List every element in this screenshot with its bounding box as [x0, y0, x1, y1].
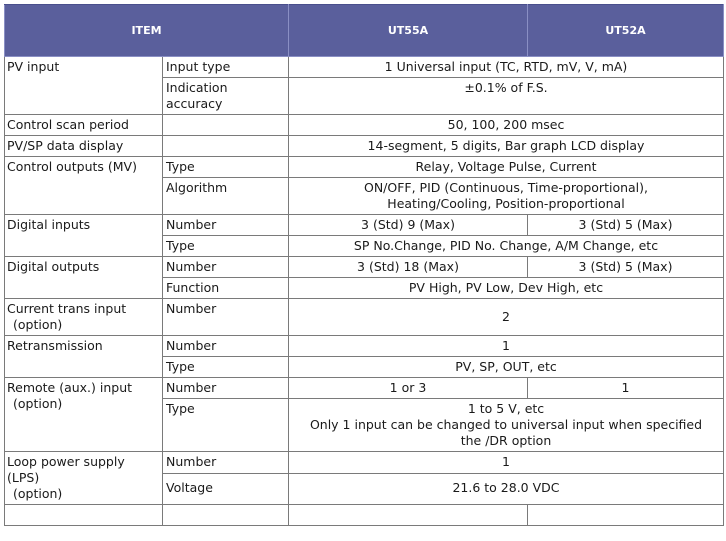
- remote-input-type-line3: the /DR option: [460, 433, 552, 448]
- control-scan-sub: [163, 115, 289, 136]
- current-trans-number-value: 2: [289, 299, 724, 336]
- remote-input-label-line1: Remote (aux.) input: [7, 380, 133, 395]
- indication-label-line1: Indication: [166, 80, 228, 95]
- control-outputs-type-label: Type: [163, 157, 289, 178]
- loop-power-number-value: 1: [289, 452, 724, 474]
- remote-input-label-line2: (option): [13, 396, 63, 411]
- loop-power-voltage-label: Voltage: [163, 474, 289, 505]
- next-row-ut52a: [528, 505, 724, 526]
- remote-input-type-line1: 1 to 5 V, etc: [467, 401, 545, 416]
- retransmission-type-label: Type: [163, 357, 289, 378]
- algorithm-value-line1: ON/OFF, PID (Continuous, Time-proportional),: [363, 180, 648, 195]
- indication-accuracy-label: [163, 78, 289, 115]
- retransmission-number-value: 1: [289, 336, 724, 357]
- digital-inputs-type-value: SP No.Change, PID No. Change, A/M Change, etc: [289, 236, 724, 257]
- indication-label-line2: accuracy: [166, 96, 223, 111]
- control-outputs-label: Control outputs (MV): [5, 157, 163, 215]
- retransmission-number-label: Number: [163, 336, 289, 357]
- control-scan-label: Control scan period: [5, 115, 163, 136]
- retransmission-type-value: PV, SP, OUT, etc: [289, 357, 724, 378]
- table-row: [5, 215, 724, 236]
- current-trans-label-line1: Current trans input: [7, 301, 127, 316]
- remote-input-type-value: [289, 399, 724, 452]
- control-scan-value: 50, 100, 200 msec: [289, 115, 724, 136]
- algorithm-label: Algorithm: [163, 178, 289, 215]
- digital-outputs-function-value: PV High, PV Low, Dev High, etc: [289, 278, 724, 299]
- table-row: [5, 505, 724, 526]
- pv-input-label: PV input: [5, 57, 163, 115]
- next-row-sub: [163, 505, 289, 526]
- digital-inputs-number-ut55a: 3 (Std) 9 (Max): [289, 215, 528, 236]
- header-ut52a: UT52A: [528, 5, 724, 57]
- digital-outputs-number-ut52a: 3 (Std) 5 (Max): [528, 257, 724, 278]
- loop-power-number-label: Number: [163, 452, 289, 474]
- next-row-ut55a: [289, 505, 528, 526]
- digital-inputs-number-ut52a: 3 (Std) 5 (Max): [528, 215, 724, 236]
- loop-power-voltage-value: 21.6 to 28.0 VDC: [289, 474, 724, 505]
- input-type-value: 1 Universal input (TC, RTD, mV, V, mA): [289, 57, 724, 78]
- loop-power-label-line1: Loop power supply: [7, 454, 125, 469]
- header-ut55a: UT55A: [289, 5, 528, 57]
- spec-table: [4, 4, 724, 526]
- current-trans-label: [5, 299, 163, 336]
- loop-power-label-line2: (LPS): [7, 470, 40, 485]
- table-row: [5, 378, 724, 399]
- table-row: [5, 452, 724, 474]
- loop-power-label: [5, 452, 163, 505]
- digital-outputs-number-ut55a: 3 (Std) 18 (Max): [289, 257, 528, 278]
- current-trans-number-label: Number: [163, 299, 289, 336]
- remote-input-type-label: Type: [163, 399, 289, 452]
- algorithm-value: [289, 178, 724, 215]
- pvsp-display-sub: [163, 136, 289, 157]
- header-item: ITEM: [5, 5, 289, 57]
- indication-accuracy-value: ±0.1% of F.S.: [289, 78, 724, 115]
- algorithm-value-line2: Heating/Cooling, Position-proportional: [387, 196, 625, 211]
- spec-table-wrapper: [4, 4, 723, 526]
- digital-inputs-type-label: Type: [163, 236, 289, 257]
- table-row: [5, 115, 724, 136]
- remote-input-label: [5, 378, 163, 452]
- loop-power-label-line3: (option): [13, 486, 63, 501]
- pvsp-display-value: 14-segment, 5 digits, Bar graph LCD display: [289, 136, 724, 157]
- table-row: [5, 136, 724, 157]
- digital-outputs-function-label: Function: [163, 278, 289, 299]
- table-row: [5, 157, 724, 178]
- pvsp-display-label: PV/SP data display: [5, 136, 163, 157]
- remote-input-type-line2: Only 1 input can be changed to universal input when specified: [309, 417, 703, 432]
- next-row-label: [5, 505, 163, 526]
- digital-outputs-number-label: Number: [163, 257, 289, 278]
- retransmission-label: Retransmission: [5, 336, 163, 378]
- table-row: [5, 336, 724, 357]
- remote-input-number-ut52a: 1: [528, 378, 724, 399]
- input-type-label: Input type: [163, 57, 289, 78]
- table-row: [5, 299, 724, 336]
- table-row: [5, 57, 724, 78]
- control-outputs-type-value: Relay, Voltage Pulse, Current: [289, 157, 724, 178]
- current-trans-label-line2: (option): [13, 317, 63, 332]
- remote-input-number-label: Number: [163, 378, 289, 399]
- remote-input-number-ut55a: 1 or 3: [289, 378, 528, 399]
- table-row: [5, 257, 724, 278]
- header-row: [5, 5, 724, 57]
- digital-inputs-number-label: Number: [163, 215, 289, 236]
- digital-inputs-label: Digital inputs: [5, 215, 163, 257]
- digital-outputs-label: Digital outputs: [5, 257, 163, 299]
